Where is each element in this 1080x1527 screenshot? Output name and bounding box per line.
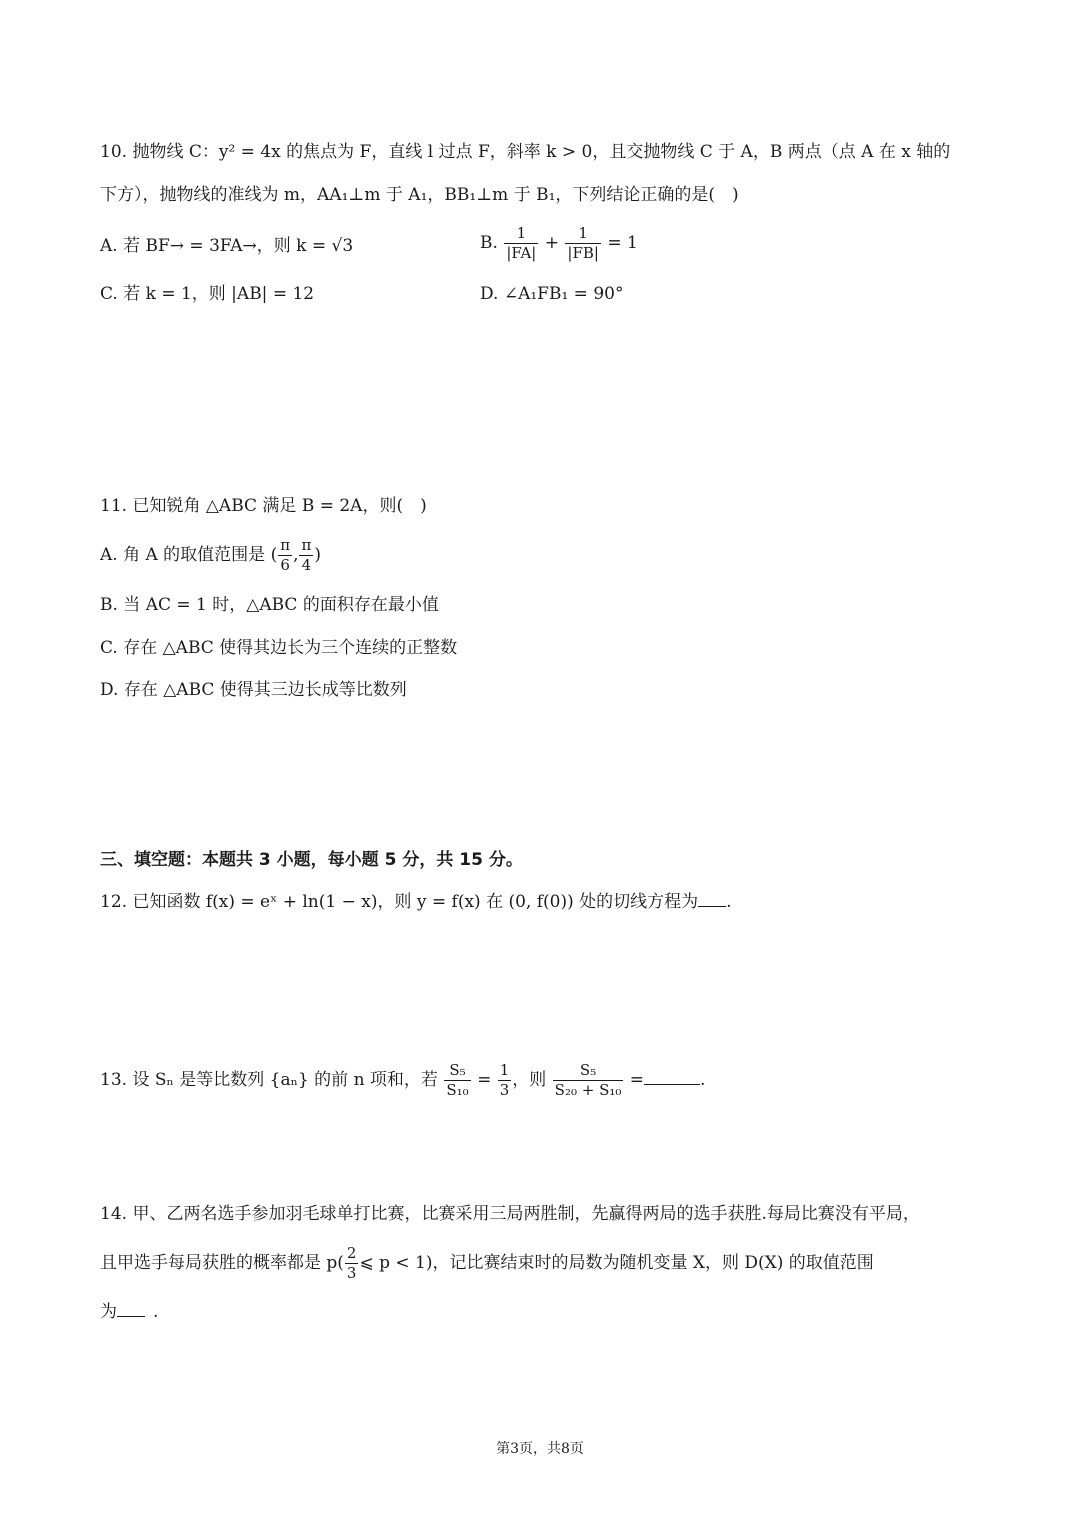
answer-blank[interactable] (117, 1315, 145, 1317)
comma: , (293, 545, 299, 565)
frac-numerator: 1 (504, 224, 538, 244)
q13-frac-target (553, 1061, 624, 1100)
q10-stem-line2: 下方），抛物线的准线为 m，AA₁⊥m 于 A₁，BB₁⊥m 于 B₁，下列结论正确的是( ) (100, 185, 739, 205)
q14-line2-text: 且甲选手每局获胜的概率都是 p( (100, 1253, 344, 1273)
q14-line1: 14. 甲、乙两名选手参加羽毛球单打比赛，比赛采用三局两胜制，先赢得两局的选手获胜.每局比赛没有平局， (100, 1204, 920, 1224)
frac-numerator: π (301, 536, 312, 554)
q11-option-a-label: A. 角 A 的取值范围是 ( (100, 545, 278, 565)
frac-denominator: 3 (346, 1264, 357, 1282)
frac-numerator: S₅ (553, 1061, 624, 1081)
equals-sign: = (477, 1070, 492, 1090)
q13-then: ，则 (512, 1070, 547, 1090)
q10-option-c: C. 若 k = 1，则 |AB| = 12 (100, 284, 315, 304)
q12-text (100, 888, 732, 916)
section-heading-fill-in: 三、填空题：本题共 3 小题，每小题 5 分，共 15 分。 (100, 850, 523, 870)
q11-option-b: B. 当 AC = 1 时，△ABC 的面积存在最小值 (100, 595, 439, 615)
q14-line2 (100, 1238, 874, 1288)
frac-numerator: 1 (499, 1061, 510, 1079)
q10-option-a: A. 若 BF→ = 3FA→，则 k = √3 (100, 236, 354, 256)
frac-denominator: S₂₀ + S₁₀ (554, 1081, 622, 1099)
q13-frac-ratio (444, 1061, 470, 1100)
frac-numerator: π (280, 536, 291, 554)
frac-denominator: S₁₀ (446, 1081, 469, 1099)
q11-option-a (100, 530, 321, 580)
plus-sign: + (544, 233, 560, 253)
equals-sign: = (629, 1070, 645, 1090)
page-footer: 第3页，共8页 (496, 1441, 584, 1457)
q10-option-b (480, 218, 638, 268)
q11-option-a-frac2 (299, 536, 313, 575)
close-paren: ) (314, 545, 321, 565)
answer-blank[interactable] (644, 1083, 700, 1085)
frac-numerator: 2 (346, 1244, 357, 1262)
q14-frac-two-thirds (345, 1244, 359, 1283)
q14-line3-text: 为 (100, 1302, 117, 1322)
frac-denominator: 4 (301, 556, 312, 574)
q10-option-b-label: B. (480, 233, 498, 253)
period: . (700, 1070, 706, 1090)
q11-option-c: C. 存在 △ABC 使得其边长为三个连续的正整数 (100, 638, 458, 658)
frac-denominator: |FB| (567, 244, 599, 262)
answer-blank[interactable] (698, 905, 726, 907)
q11-option-a-frac1 (278, 536, 292, 575)
frac-denominator: |FA| (506, 244, 537, 262)
q10-option-b-frac2 (565, 224, 601, 263)
frac-numerator: S₅ (444, 1061, 470, 1081)
frac-denominator: 6 (280, 556, 290, 574)
period: . (153, 1302, 159, 1322)
q10-option-d: D. ∠A₁FB₁ = 90° (480, 284, 624, 304)
frac-denominator: 3 (499, 1081, 510, 1099)
q13-frac-third (498, 1061, 512, 1100)
q10-stem-line1: 10. 抛物线 C：y² = 4x 的焦点为 F，直线 l 过点 F，斜率 k > 0，且交抛物线 C 于 A，B 两点（点 A 在 x 轴的 (100, 142, 951, 162)
period: . (726, 892, 732, 912)
q14-line3 (100, 1298, 158, 1326)
q11-option-d: D. 存在 △ABC 使得其三边长成等比数列 (100, 680, 407, 700)
q13-stem: 13. 设 Sₙ 是等比数列 {aₙ} 的前 n 项和，若 (100, 1070, 438, 1090)
q10-option-b-equals: = 1 (607, 233, 638, 253)
q13-text (100, 1055, 705, 1105)
q12-stem: 12. 已知函数 f(x) = eˣ + ln(1 − x)，则 y = f(x) 在 (0, f(0)) 处的切线方程为 (100, 892, 699, 912)
q11-stem: 11. 已知锐角 △ABC 满足 B = 2A，则( ) (100, 496, 427, 516)
frac-numerator: 1 (565, 224, 601, 244)
q14-line2-tail: ⩽ p < 1)，记比赛结束时的局数为随机变量 X，则 D(X) 的取值范围 (359, 1253, 874, 1273)
q10-option-b-frac1 (504, 224, 538, 263)
